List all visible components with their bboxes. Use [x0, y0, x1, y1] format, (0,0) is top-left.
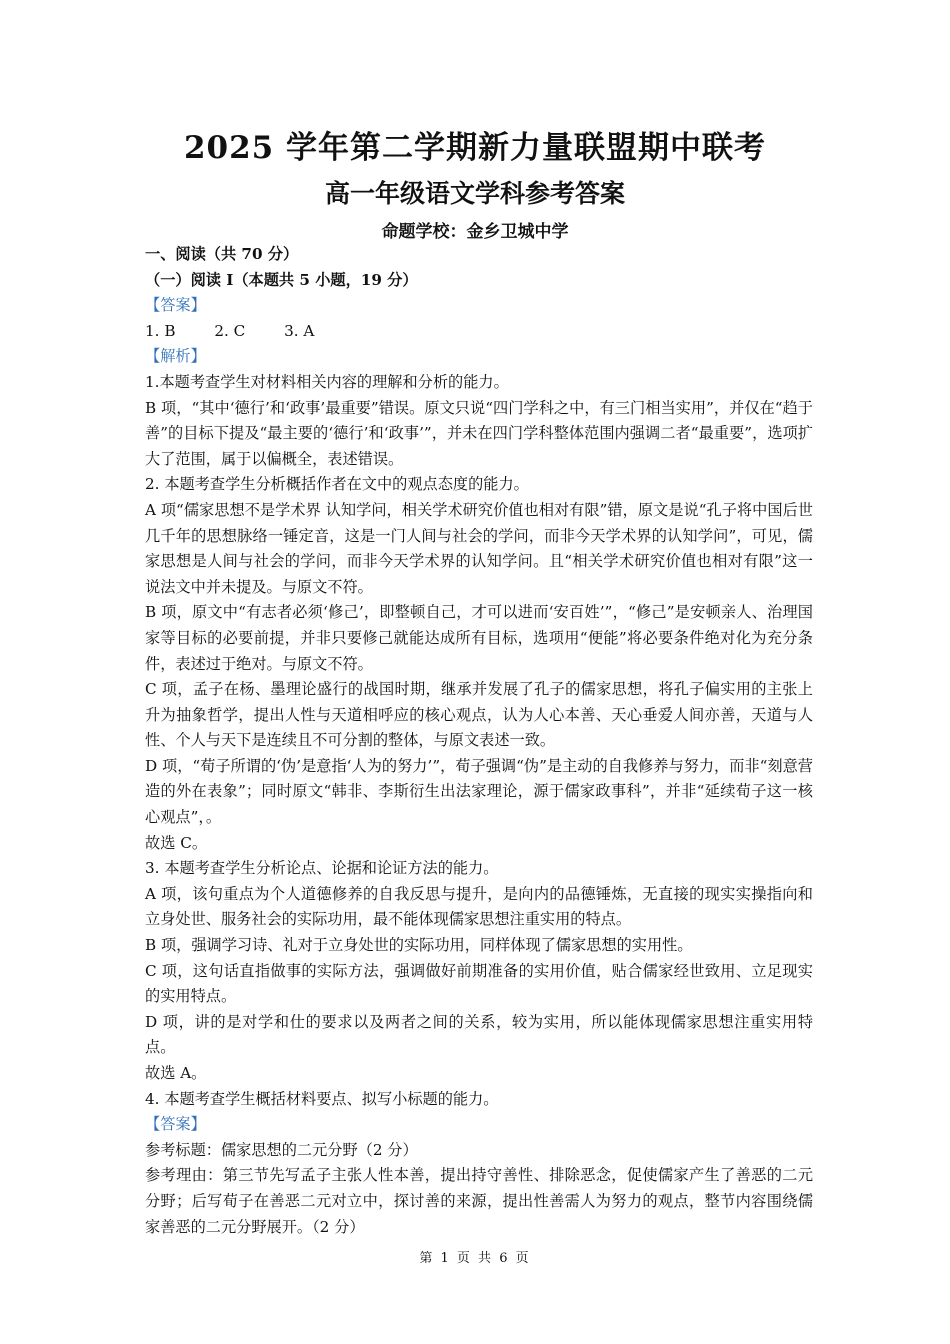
page-number: 第 1 页 共 6 页 [419, 1251, 531, 1266]
answer-tag-2: 【答案】 [145, 1115, 206, 1134]
sub-section-heading: （一）阅读 I（本题共 5 小题，19 分） [145, 270, 418, 289]
analysis-tag: 【解析】 [145, 347, 206, 366]
paragraph: C 项，孟子在杨、墨理论盛行的战国时期，继承并发展了孔子的儒家思想，将孔子偏实用的主张上升为抽象哲学，提出人性与天道相呼应的核心观点，认为人心本善、天心垂爱人间亦善，天道与人性、个人与天下是连续且不可分割的整体，与原文表述一致。 [145, 680, 813, 750]
paragraph: D 项，“荀子所谓的‘伪’是意指‘人为的努力’”，荀子强调“伪”是主动的自我修养与努力，而非“刻意营造的外在表象”；同时原文“韩非、李斯衍生出法家理论，源于儒家政事科”，并非“延续荀子这一核心观点”，。 [145, 756, 813, 827]
paragraph: 故选 A。 [145, 1064, 207, 1082]
paragraph: 参考理由：第三节先写孟子主张人性本善，提出持守善性、排除恶念，促使儒家产生了善恶的二元分野；后写荀子在善恶二元对立中，探讨善的来源，提出性善需人为努力的观点，整节内容围绕儒家善恶的二元分野展开。（2 分） [145, 1166, 813, 1236]
paragraph: 参考标题：儒家思想的二元分野（2 分） [145, 1140, 418, 1159]
paragraph: A 项，该句重点为个人道德修养的自我反思与提升，是向内的品德锤炼，无直接的现实实操指向和立身处世、服务社会的实际功用，最不能体现儒家思想注重实用的特点。 [145, 884, 813, 929]
paragraph: 故选 C。 [145, 833, 208, 852]
answer-item: 1. B [145, 321, 176, 340]
paragraph: 2. 本题考查学生分析概括作者在文中的观点态度的能力。 [145, 475, 529, 494]
paragraph: A 项“儒家思想不是学术界 认知学问，相关学术研究价值也相对有限”错，原文是说“孔子将中国后世几千年的思想脉络一锤定音，这是一门人间与社会的学问，而非今天学术界的认知学问”，可见，儒家思想是人间与社会的学问，而非今天学术界的认知学问。且“相关学术研究价值也相对有限”这一说法文中并未提及。与原文不符。 [145, 500, 813, 596]
answer-list [145, 319, 813, 345]
paragraph: D 项，讲的是对学和仕的要求以及两者之间的关系，较为实用，所以能体现儒家思想注重实用特点。 [145, 1012, 813, 1057]
paragraph: B 项，原文中“有志者必须‘修己’，即整顿自己，才可以进而‘安百姓’”，“修己”是安顿亲人、治理国家等目标的必要前提，并非只要修己就能达成所有目标，选项用“便能”将必要条件绝对化为充分条件，表述过于绝对。与原文不符。 [145, 603, 813, 673]
paragraph: C 项，这句话直指做事的实际方法，强调做好前期准备的实用价值，贴合儒家经世致用、立足现实的实用特点。 [145, 961, 813, 1006]
section-heading: 一、阅读（共 70 分） [145, 245, 299, 263]
exam-subtitle: 高一年级语文学科参考答案 [324, 179, 625, 208]
paragraph: 1.本题考查学生对材料相关内容的理解和分析的能力。 [145, 372, 509, 391]
answer-item: 2. C [214, 321, 246, 340]
exam-title: 2025 学年第二学期新力量联盟期中联考 [183, 130, 767, 166]
paragraph: 3. 本题考查学生分析论点、论据和论证方法的能力。 [145, 859, 499, 878]
paragraph: B 项，强调学习诗、礼对于立身处世的实际功用，同样体现了儒家思想的实用性。 [145, 936, 693, 955]
answer-item: 3. A [284, 321, 315, 340]
school-line: 命题学校：金乡卫城中学 [381, 222, 569, 242]
paragraph: B 项，“其中‘德行’和‘政事’最重要”错误。原文只说“四门学科之中，有三门相当实用”，并仅在“趋于善”的目标下提及“最主要的‘德行’和‘政事’”，并未在四门学科整体范围内强调二者“最重要”，选项扩大了范围，属于以偏概全，表述错误。 [145, 398, 813, 468]
answer-content [145, 242, 813, 1240]
paragraph: 4. 本题考查学生概括材料要点、拟写小标题的能力。 [145, 1089, 499, 1108]
answer-tag: 【答案】 [145, 296, 206, 315]
